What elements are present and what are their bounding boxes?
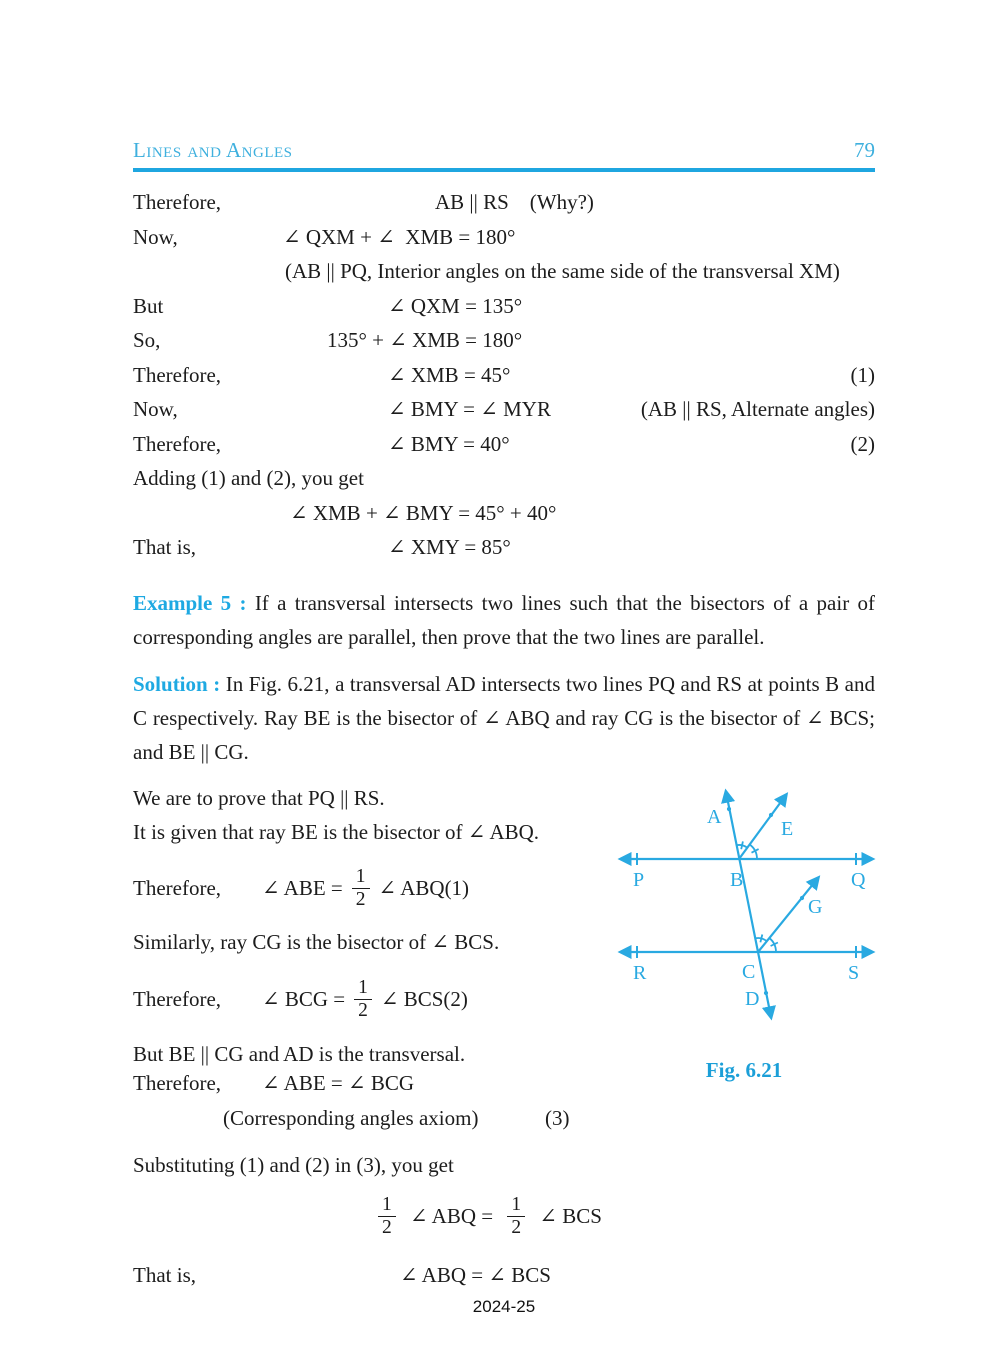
line-label: That is,: [133, 535, 196, 559]
header-rule: [133, 168, 875, 172]
equation-number: (1): [444, 876, 470, 901]
footer-year: 2024-25: [472, 1297, 536, 1316]
numerator: 1: [511, 1194, 522, 1216]
proof-line: [133, 294, 875, 329]
equation: ∠ QXM = 135°: [388, 293, 523, 318]
equation-number: (3): [545, 1105, 570, 1130]
figure-label-d: D: [745, 987, 760, 1010]
proof-line: [133, 259, 875, 294]
figure-label-q: Q: [851, 868, 866, 891]
figure-6-21: [604, 785, 884, 1083]
denominator: 2: [507, 1216, 525, 1239]
proof-line: [133, 1071, 613, 1106]
equation-number: (1): [850, 362, 875, 387]
equation: ∠ XMB = 45°: [388, 362, 511, 387]
page-number: 79: [854, 138, 875, 162]
equation: ∠ ABQ = ∠ BCS: [400, 1262, 551, 1287]
proof-block-1: [133, 190, 875, 570]
equation-number: (2): [443, 986, 468, 1011]
proof-line: [133, 328, 875, 363]
figure-label-r: R: [633, 961, 647, 984]
line-label: That is,: [133, 1262, 196, 1287]
line-label: Therefore,: [133, 362, 222, 387]
equation-right: ∠ BCS: [380, 986, 444, 1011]
equation: ∠ BMY = 40°: [388, 431, 510, 456]
proof-line: [133, 535, 875, 570]
line-label: Therefore,: [133, 190, 222, 214]
equation: ∠ QXM + ∠ XMB = 180°: [283, 224, 516, 249]
proof-line: [133, 466, 875, 501]
equation: ∠ ABE = ∠ BCG: [262, 1071, 415, 1096]
statement: Similarly, ray CG is the bisector of ∠ BCS.: [133, 929, 500, 954]
example-text: If a transversal intersects two lines such that the bisectors of a pair of corresponding angles are parallel, then prove that the two lines are parallel.: [133, 590, 876, 649]
denominator: 2: [378, 1216, 396, 1239]
page-header: [133, 138, 875, 163]
equation: ∠ BMY = ∠ MYR: [388, 397, 551, 421]
equation: 135° + ∠ XMB = 180°: [327, 328, 523, 352]
line-label: Therefore,: [133, 986, 222, 1011]
solution-body: [133, 781, 875, 1141]
proof-line: [133, 432, 875, 467]
chapter-title: Lines and Angles: [133, 138, 293, 162]
geometry-figure: [604, 785, 884, 1047]
proof-line: [133, 1263, 875, 1298]
proof-line: [133, 363, 875, 398]
equation-right: ∠ ABQ: [378, 876, 445, 901]
equation-left: ∠ BCG =: [262, 986, 346, 1011]
proof-line: [133, 501, 875, 536]
figure-label-s: S: [848, 961, 860, 984]
statement: But BE || CG and AD is the transversal.: [133, 1042, 466, 1067]
line-end-ticks: [637, 853, 856, 958]
centered-equation: [133, 1185, 875, 1249]
equation-with-fraction: [133, 858, 613, 920]
line-label: So,: [133, 328, 161, 352]
denominator: 2: [352, 888, 370, 911]
fraction: [507, 1194, 525, 1239]
denominator: 2: [354, 999, 372, 1022]
line-label: Therefore,: [133, 1071, 222, 1096]
equation-with-fraction: [133, 968, 613, 1030]
figure-label-b: B: [730, 868, 744, 891]
figure-label-c: C: [742, 960, 756, 983]
angle-arcs-c: [755, 934, 778, 952]
equation-reason: (Corresponding angles axiom): [223, 1105, 479, 1130]
solution-text: In Fig. 6.21, a transversal AD intersects two lines PQ and RS at points B and C respectively. Ray BE is the bisector of ∠ ABQ and ray CG is the bisector of ∠ BCS; and BE || CG.: [133, 671, 875, 765]
equation-reason: (AB || RS, Alternate angles): [640, 397, 875, 421]
equation: ∠ XMB + ∠ BMY = 45° + 40°: [290, 500, 557, 525]
figure-label-a: A: [707, 805, 722, 828]
line-label: But: [133, 293, 164, 318]
equation-right: ∠ BCS: [534, 1204, 602, 1229]
fraction: [378, 1194, 396, 1239]
statement: It is given that ray BE is the bisector of ∠ ABQ.: [133, 819, 540, 844]
figure-label-g: G: [808, 895, 823, 918]
numerator: 1: [382, 1194, 392, 1216]
figure-label-p: P: [633, 868, 645, 891]
solution-lead: Solution :: [133, 671, 221, 696]
equation-number: (2): [850, 431, 875, 456]
line-label: Adding (1) and (2), you get: [133, 466, 364, 490]
equation-mid: ∠ ABQ =: [404, 1204, 499, 1229]
proof-line: [133, 225, 875, 260]
line-label: Therefore,: [133, 431, 222, 456]
equation-left: ∠ ABE =: [262, 876, 343, 901]
example-paragraph: [133, 586, 875, 654]
figure-caption: Fig. 6.21: [705, 1057, 783, 1082]
equation: AB || RS (Why?): [435, 190, 594, 214]
proof-line: [133, 190, 875, 225]
equation-reason: (AB || PQ, Interior angles on the same side of the transversal XM): [285, 259, 840, 283]
fraction: [352, 866, 370, 911]
figure-column: [613, 781, 875, 1141]
numerator: 1: [355, 866, 366, 888]
numerator: 1: [358, 976, 368, 998]
proof-line: [133, 1106, 613, 1141]
statement: Substituting (1) and (2) in (3), you get: [133, 1153, 454, 1178]
ray-be: [739, 795, 786, 859]
solution-paragraph: [133, 667, 875, 770]
line-label: Therefore,: [133, 876, 222, 901]
equation: ∠ XMY = 85°: [388, 535, 511, 559]
example-lead: Example 5 :: [133, 590, 247, 615]
figure-label-e: E: [781, 817, 794, 840]
fraction: [354, 977, 372, 1022]
line-label: Now,: [133, 397, 178, 421]
line-label: Now,: [133, 224, 178, 249]
proof-line: [133, 397, 875, 432]
statement: We are to prove that PQ || RS.: [133, 785, 385, 810]
solution-text-column: [133, 781, 613, 1141]
